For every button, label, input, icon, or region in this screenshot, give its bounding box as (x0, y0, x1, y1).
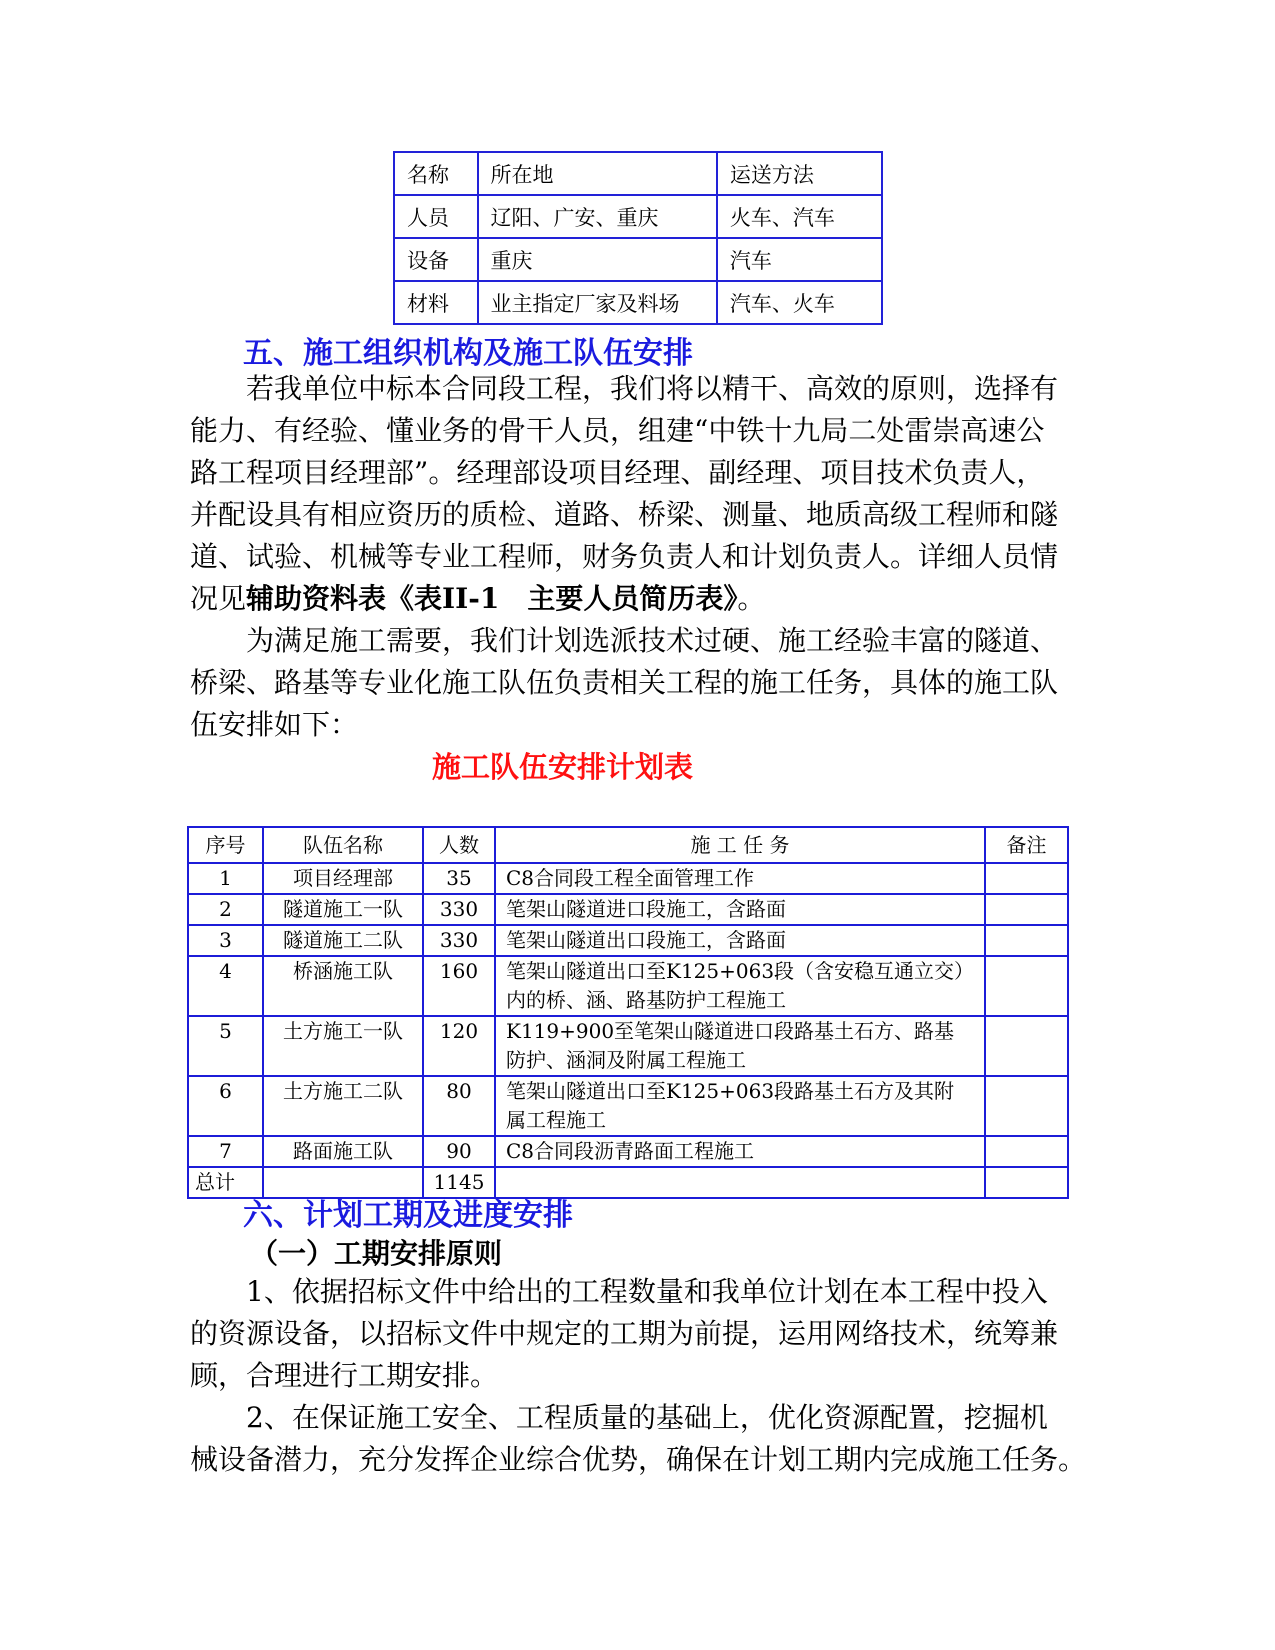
table-header-cell: 人数 (423, 827, 495, 863)
team-name: 桥涵施工队 (263, 956, 423, 1016)
team-note (985, 1016, 1068, 1076)
table-cell: 辽阳、广安、重庆 (478, 195, 717, 238)
row-number: 2 (188, 894, 263, 925)
task-line: 笔架山隧道进口段施工，含路面 (506, 897, 786, 921)
row-number: 1 (188, 863, 263, 894)
table-header-cell: 队伍名称 (263, 827, 423, 863)
task-line: K119+900至笔架山隧道进口段路基土石方、路基 (506, 1019, 955, 1043)
text-line: 的资源设备，以招标文件中规定的工期为前提，运用网络技术，统筹兼 (190, 1317, 1059, 1350)
table-row (394, 281, 882, 324)
table-cell: 材料 (394, 281, 478, 324)
text-line: 1、依据招标文件中给出的工程数量和我单位计划在本工程中投入 (190, 1275, 1048, 1308)
team-count: 90 (423, 1136, 495, 1167)
team-note (985, 863, 1068, 894)
team-name: 项目经理部 (263, 863, 423, 894)
text-line: 道、试验、机械等专业工程师，财务负责人和计划负责人。详细人员情 (190, 540, 1059, 573)
team-task (495, 1016, 985, 1076)
table-row (188, 925, 1068, 956)
team-task (495, 1136, 985, 1167)
table-header-row (394, 152, 882, 195)
total-count: 1145 (423, 1167, 495, 1198)
row-number: 4 (188, 956, 263, 1016)
table-header-row (188, 827, 1068, 863)
table-cell: 人员 (394, 195, 478, 238)
table-header-cell: 备注 (985, 827, 1068, 863)
text-line: 为满足施工需要，我们计划选派技术过硬、施工经验丰富的隧道、 (190, 624, 1059, 657)
text-line: 2、在保证施工安全、工程质量的基础上，优化资源配置，挖掘机 (190, 1401, 1048, 1434)
table-header-cell: 所在地 (478, 152, 717, 195)
team-count: 80 (423, 1076, 495, 1136)
table-row (188, 894, 1068, 925)
table-cell: 重庆 (478, 238, 717, 281)
table-row (394, 195, 882, 238)
table-header-cell: 名称 (394, 152, 478, 195)
text-span: 况见 (190, 582, 247, 615)
team-name: 土方施工一队 (263, 1016, 423, 1076)
text-line: 若我单位中标本合同段工程，我们将以精干、高效的原则，选择有 (190, 372, 1059, 405)
section-6-heading: 六、计划工期及进度安排 (243, 1198, 573, 1233)
table-row (394, 238, 882, 281)
table-cell: 汽车 (717, 238, 882, 281)
table-cell: 汽车、火车 (717, 281, 882, 324)
team-task (495, 1076, 985, 1136)
team-count: 35 (423, 863, 495, 894)
text-span: 。 (737, 582, 766, 615)
section-6-paragraph-1 (190, 1271, 1090, 1397)
section-5-paragraph-1 (190, 368, 1090, 620)
task-line: 防护、涵洞及附属工程施工 (506, 1048, 746, 1072)
team-name: 隧道施工二队 (263, 925, 423, 956)
table-row (188, 956, 1068, 1016)
row-number: 5 (188, 1016, 263, 1076)
text-line: 能力、有经验、懂业务的骨干人员，组建“中铁十九局二处雷崇高速公 (190, 414, 1045, 447)
team-name: 土方施工二队 (263, 1076, 423, 1136)
table-row (188, 1016, 1068, 1076)
task-line: 笔架山隧道出口段施工，含路面 (506, 928, 786, 952)
table-header-cell: 施 工 任 务 (495, 827, 985, 863)
team-count: 330 (423, 894, 495, 925)
team-task (495, 894, 985, 925)
team-name: 路面施工队 (263, 1136, 423, 1167)
transport-table (393, 151, 883, 325)
reference-bold: 辅助资料表《表II-1 主要人员简历表》 (246, 582, 738, 615)
total-label: 总计 (188, 1167, 263, 1198)
table-row (188, 1136, 1068, 1167)
section-5-paragraph-2 (190, 620, 1090, 746)
row-number: 6 (188, 1076, 263, 1136)
row-number: 7 (188, 1136, 263, 1167)
task-line: 笔架山隧道出口至K125+063段（含安稳互通立交） (506, 959, 975, 983)
team-name: 隧道施工一队 (263, 894, 423, 925)
total-note (985, 1167, 1068, 1198)
table-cell: 火车、汽车 (717, 195, 882, 238)
team-table (187, 826, 1069, 1199)
text-line: 顾，合理进行工期安排。 (190, 1359, 499, 1392)
task-line: C8合同段工程全面管理工作 (506, 866, 755, 890)
team-count: 160 (423, 956, 495, 1016)
team-note (985, 1136, 1068, 1167)
task-line: 内的桥、涵、路基防护工程施工 (506, 988, 786, 1012)
section-6-paragraph-2 (190, 1397, 1090, 1481)
table-row (188, 1076, 1068, 1136)
text-line: 械设备潜力，充分发挥企业综合优势，确保在计划工期内完成施工任务。 (190, 1443, 1087, 1476)
table-header-cell: 运送方法 (717, 152, 882, 195)
task-line: 笔架山隧道出口至K125+063段路基土石方及其附 (506, 1079, 955, 1103)
team-note (985, 956, 1068, 1016)
team-note (985, 925, 1068, 956)
team-count: 120 (423, 1016, 495, 1076)
text-line (190, 578, 1090, 620)
team-task (495, 863, 985, 894)
table-header-cell: 序号 (188, 827, 263, 863)
text-line: 桥梁、路基等专业化施工队伍负责相关工程的施工任务，具体的施工队 (190, 666, 1059, 699)
section-5-heading: 五、施工组织机构及施工队伍安排 (243, 336, 693, 371)
team-note (985, 894, 1068, 925)
table-cell: 业主指定厂家及料场 (478, 281, 717, 324)
table-row (188, 863, 1068, 894)
table-cell: 设备 (394, 238, 478, 281)
task-line: C8合同段沥青路面工程施工 (506, 1139, 755, 1163)
table-caption: 施工队伍安排计划表 (432, 750, 694, 784)
team-note (985, 1076, 1068, 1136)
text-line: 并配设具有相应资历的质检、道路、桥梁、测量、地质高级工程师和隧 (190, 498, 1059, 531)
subsection-heading: （一）工期安排原则 (250, 1237, 503, 1270)
task-line: 属工程施工 (506, 1108, 606, 1132)
team-task (495, 925, 985, 956)
row-number: 3 (188, 925, 263, 956)
team-count: 330 (423, 925, 495, 956)
text-line: 伍安排如下： (190, 708, 359, 741)
text-line: 路工程项目经理部”。经理部设项目经理、副经理、项目技术负责人， (190, 456, 1045, 489)
team-task (495, 956, 985, 1016)
